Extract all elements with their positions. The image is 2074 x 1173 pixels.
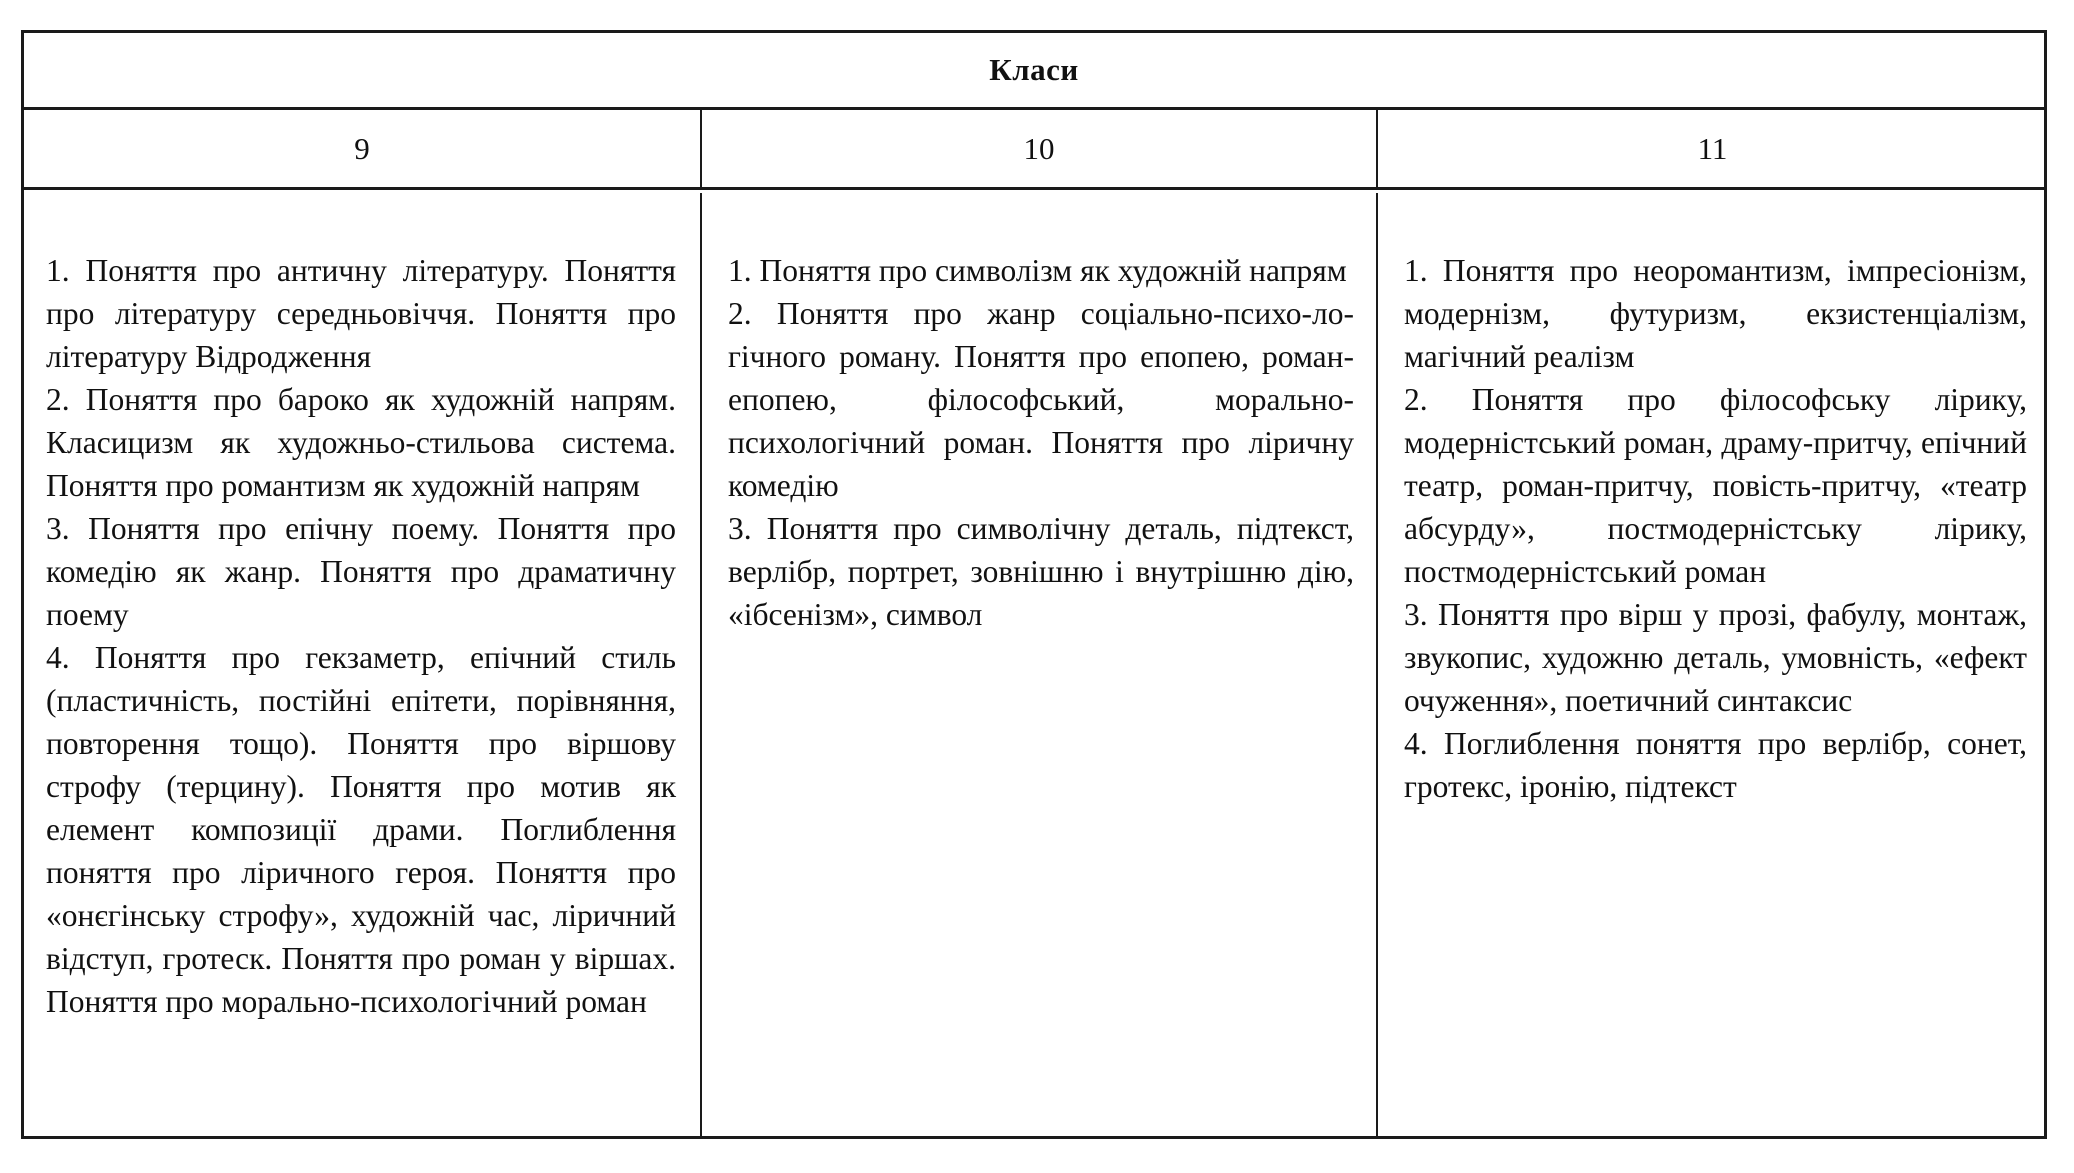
grade-10-header: 10 [700, 110, 1376, 187]
list-item: 3. Поняття про вірш у прозі, фабулу, монтаж, звукопис, художню деталь, умовність, «ефект очуження», поетичний синтаксис [1404, 597, 2027, 718]
list-item: 4. Поняття про гекзаметр, епічний стиль (пластичність, постійні епітети, порівняння, повторення тощо). Поняття про віршову строфу (терцину). Поняття про мотив як елемент композиції драми. Поглиблення поняття про ліричного героя. Поняття про «онєгінську строфу», художній час, ліричний відступ, гротеск. Поняття про роман у віршах. Поняття про морально-психологічний роман [46, 640, 676, 1019]
list-item: 3. Поняття про символічну деталь, підтекст, верлібр, портрет, зовнішню і внутрішню дію, «ібсенізм», символ [728, 511, 1354, 632]
list-item: 2. Поняття про бароко як художній напрям. Класицизм як художньо-стильова система. Поняття про романтизм як художній напрям [46, 382, 676, 503]
grade-11-header: 11 [1376, 110, 2047, 187]
list-item: 4. Поглиблення поняття про верлібр, сонет, гротекс, іронію, підтекст [1404, 726, 2027, 804]
table-title: Класи [989, 52, 1079, 87]
list-item: 1. Поняття про символізм як художній напрям [728, 253, 1347, 288]
list-item: 3. Поняття про епічну поему. Поняття про комедію як жанр. Поняття про драматичну поему [46, 511, 676, 632]
table-header-row [24, 33, 2044, 110]
content-row [24, 193, 2044, 1136]
list-item: 1. Поняття про неоромантизм, імпресіонізм, модернізм, футуризм, екзистенціалізм, магічний реалізм [1404, 253, 2027, 374]
grade-9-content-cell [24, 193, 700, 1136]
list-item: 1. Поняття про античну літературу. Поняття про літературу середньовіччя. Поняття про літературу Відродження [46, 253, 676, 374]
grade-9-header: 9 [354, 130, 370, 166]
grade-10-content-cell [700, 193, 1376, 1136]
list-item: 2. Поняття про жанр соціально-психо-ло-гічного роману. Поняття про епопею, роман-епопею, філософський, морально-психологічний роман. Поняття про ліричну комедію [728, 296, 1354, 503]
list-item: 2. Поняття про філософську лірику, модерністський роман, драму-притчу, епічний театр, роман-притчу, повість-притчу, «театр абсурду», постмодерністську лірику, постмодерністський роман [1404, 382, 2027, 589]
grade-11-content-cell [1376, 193, 2047, 1136]
literature-theory-table [21, 30, 2047, 1139]
grades-row [24, 110, 2044, 190]
